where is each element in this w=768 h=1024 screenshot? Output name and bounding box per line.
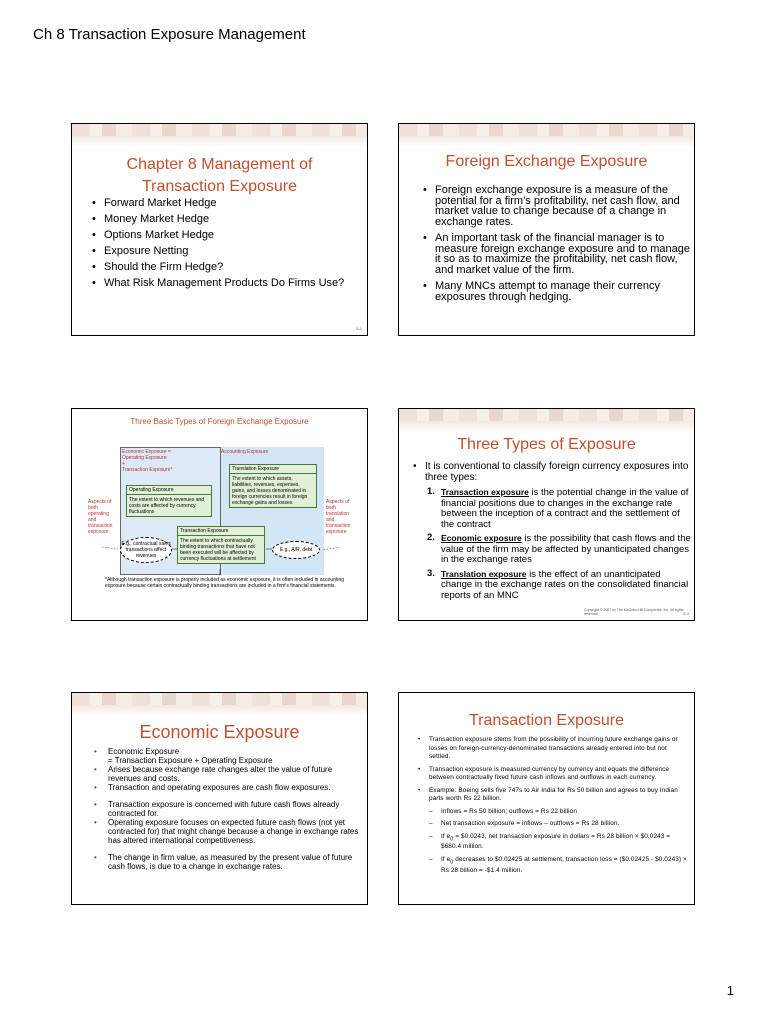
list-item: • Options Market Hedge xyxy=(90,229,360,241)
list-item: • Example: Boeing sells five 747s to Air India for Rs 50 billion and agrees to buy Indian parts worth Rs 22 billion. xyxy=(417,787,687,804)
box-heading: Transaction Exposure xyxy=(178,528,264,536)
slide-title: Economic Exposure xyxy=(139,722,300,742)
list-item: • Exposure Netting xyxy=(90,245,360,257)
spacer xyxy=(90,792,360,800)
spacer xyxy=(90,845,360,853)
label-line: Economic Exposure = xyxy=(122,449,171,455)
list-item xyxy=(427,569,692,602)
left-aside-label: Aspects of both operating and transaction exposure xyxy=(88,499,113,535)
box-body: The extent to which revenues and costs are affected by currency fluctuations xyxy=(129,497,205,515)
slide-three-types xyxy=(398,408,695,621)
slide-banner xyxy=(399,124,694,146)
box-body: The extent to which assets, liabilities, revenues, expenses, gains, and losses denominated in foreign currencies result in foreign exchange gains and losses xyxy=(232,476,308,506)
bullet-list xyxy=(90,747,360,871)
item-term: Transaction exposure xyxy=(441,487,529,497)
list-item: • Should the Firm Hedge? xyxy=(90,261,360,273)
label-line: Operating Exposure xyxy=(122,455,167,461)
list-subitem: – Inflows = Rs 50 billion; outflows = Rs 22 billion xyxy=(417,808,687,817)
box-body: The extent to which contractually binding transactions that have not been executed will be affected by currency fluctuations at settlement xyxy=(180,538,256,562)
list-subitem xyxy=(417,833,687,852)
subitem-text: = $0.0243, net transaction exposure in dollars = Rs 28 billion × $0.0243 = $680.4 million. xyxy=(441,832,671,851)
box-heading: Translation Exposure xyxy=(230,466,316,474)
numbered-list xyxy=(427,487,692,604)
item-text: is the potential change in the value of financial positions due to changes in the exchange rate between the inception of a contract and the settlement of the contract xyxy=(441,487,689,530)
slide-exposure-diagram xyxy=(71,408,368,621)
list-item: • Transaction exposure is concerned with future cash flows already contracted for. xyxy=(90,800,360,818)
list-item: • What Risk Management Products Do Firms Use? xyxy=(90,277,360,289)
slide-number: 8-1 xyxy=(356,326,362,331)
right-example-oval: E.g., A/R, debt xyxy=(272,541,320,559)
slide-chapter-overview xyxy=(71,123,368,336)
slide-transaction-exposure xyxy=(398,692,695,905)
bullet-list xyxy=(90,197,360,293)
list-item: • Transaction and operating exposures are cash flow exposures. xyxy=(90,783,360,792)
list-item: • Operating exposure focuses on expected future cash flows (not yet contracted for) that might change because a change in exchange rates has altered international competitiveness. xyxy=(90,818,360,845)
list-item: • Many MNCs attempt to manage their currency exposures through hedging. xyxy=(421,281,691,302)
item-term: Economic exposure xyxy=(441,533,522,543)
slide-title-line-1: Chapter 8 Management of xyxy=(126,156,313,173)
slide-title: Transaction Exposure xyxy=(468,712,625,729)
slide-fx-exposure xyxy=(398,123,695,336)
slide-economic-exposure xyxy=(71,692,368,905)
page-number: 1 xyxy=(726,983,734,998)
slide-number: 8-4 xyxy=(683,611,689,616)
slide-title: Three Types of Exposure xyxy=(457,436,636,453)
box-heading: Operating Exposure xyxy=(127,487,211,495)
slide-banner xyxy=(399,409,694,431)
list-subitem: – Net transaction exposure = inflows – outflows = Rs 28 billion. xyxy=(417,820,687,829)
item-text: is the effect of an unanticipated change in the exchange rates on the consolidated financial reports of an MNC xyxy=(441,568,689,601)
bullet-list xyxy=(421,185,691,308)
list-item: • Transaction exposure stems from the possibility of incurring future exchange gains or losses on foreign-currency-denominated transactions already entered into but not settled. xyxy=(417,736,687,762)
diagram-footnote: *Although transaction exposure is properly included as economic exposure, it is often included in accounting exposure because certain contractually binding transactions are included in a firm's financial statements. xyxy=(105,577,345,589)
list-item: • Foreign exchange exposure is a measure of the potential for a firm’s profitability, net cash flow, and market value to change because of a change in exchange rates. xyxy=(421,185,691,227)
subitem-text: If e xyxy=(441,832,451,840)
copyright-notice: Copyright © 2007 by The McGraw-Hill Companies, Inc. All rights reserved. xyxy=(584,608,684,616)
left-example-oval: E.g., contractual sales transactions affect revenues xyxy=(120,537,172,563)
subitem-text: decreases to $0.02425 at settlement, transaction loss = ($0.02425 - $0.0243) × Rs 28 billion = -$1.4 million. xyxy=(441,855,687,874)
slide-title xyxy=(72,154,367,198)
list-item: • An important task of the financial manager is to measure foreign exchange exposure and to manage it so as to maximize the profitability, net cash flow, and market value of the firm. xyxy=(421,233,691,275)
list-item: • Economic Exposure xyxy=(90,747,360,756)
item-number: 3. xyxy=(427,567,435,579)
list-item xyxy=(427,487,692,530)
slide-banner xyxy=(72,124,367,146)
accounting-exposure-label: Accounting Exposure xyxy=(221,449,269,455)
item-term: Translation exposure xyxy=(441,568,527,579)
subscript: 0 xyxy=(450,859,454,866)
bullet-list xyxy=(417,736,687,879)
slide-title: Foreign Exchange Exposure xyxy=(445,153,648,170)
subscript: 0 xyxy=(450,835,454,842)
list-item: • Transaction exposure is measured currency by currency and equals the difference between contractually fixed future cash inflows and outflows in each currency. xyxy=(417,766,687,783)
list-item: • The change in firm value, as measured by the present value of future cash flows, is due to a change in exchange rates. xyxy=(90,853,360,871)
list-item: • Money Market Hedge xyxy=(90,213,360,225)
bullet-list xyxy=(411,461,691,483)
right-aside-label: Aspects of both translation and transaction exposure xyxy=(326,499,351,535)
list-subitem xyxy=(417,856,687,875)
list-item xyxy=(427,533,692,566)
list-item: • It is conventional to classify foreign currency exposures into three types: xyxy=(411,461,691,483)
diagram-connectors xyxy=(72,409,368,621)
list-item: • Arises because exchange rate changes alter the value of future revenues and costs. xyxy=(90,765,360,783)
label-line: Transaction Exposure* xyxy=(122,467,173,473)
slide-title: Three Basic Types of Foreign Exchange Exposure xyxy=(130,417,309,426)
slide-title-line-2: Transaction Exposure xyxy=(141,178,298,195)
subitem-text: If e xyxy=(441,855,451,863)
label-line: + xyxy=(122,461,125,467)
item-text: is the possibility that cash flows and the value of the firm may be affected by unanticipated changes in the exchange rates xyxy=(441,533,691,565)
list-item: • Forward Market Hedge xyxy=(90,197,360,209)
list-item-detail: = Transaction Exposure + Operating Exposure xyxy=(108,756,273,765)
item-number: 2. xyxy=(427,532,435,543)
slide-banner xyxy=(72,693,367,715)
item-number: 1. xyxy=(427,486,435,497)
document-title: Ch 8 Transaction Exposure Management xyxy=(33,26,306,43)
